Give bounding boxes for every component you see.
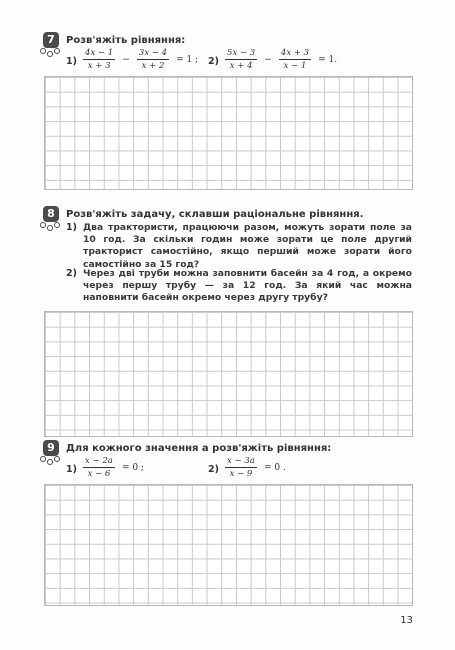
task-9-equation-2	[208, 456, 287, 479]
task-8-problem-1	[66, 222, 412, 271]
task-9-badge	[40, 440, 60, 468]
task-7-number: 7	[43, 32, 59, 48]
equation-rhs: = 0 ;	[121, 462, 144, 473]
equation-rhs: = 0 .	[263, 462, 286, 473]
dice-icon	[40, 454, 60, 466]
fraction: $\frac{x - 2a}{x - 6}$	[85, 456, 113, 479]
item-label: 2)	[208, 464, 219, 475]
fraction: $\frac{5x - 3}{x + 4}$	[227, 48, 256, 71]
problem-text: Два трактористи, працюючи разом, можуть зорати поле за 10 год. За скільки годин може зорати це поле другий тракторист самостійно, якщо перший може зорати його самостійно за 15 год?	[83, 222, 412, 270]
task-9-equation-1	[66, 456, 145, 479]
fraction: $\frac{3x - 4}{x + 2}$	[138, 48, 168, 71]
task-7-heading: Розв'яжіть рівняння:	[66, 35, 186, 46]
task-8-number: 8	[43, 206, 59, 222]
equation-rhs: = 1.	[318, 54, 338, 65]
operator: −	[122, 54, 130, 65]
dice-icon	[40, 46, 60, 58]
fraction: $\frac{4x + 3}{x - 1}$	[280, 48, 310, 71]
task-8-problem-2	[66, 268, 412, 305]
operator: −	[264, 54, 272, 65]
fraction: $\frac{4x - 1}{x + 3}$	[85, 48, 114, 71]
item-label: 1)	[66, 56, 77, 67]
task-7-equation-1	[66, 48, 199, 71]
task-8-badge	[40, 206, 60, 234]
item-label: 1)	[66, 222, 77, 233]
task-9-number: 9	[43, 440, 59, 456]
task-9-heading: Для кожного значення a розв'яжіть рівняння:	[66, 443, 332, 454]
equation-rhs: = 1 ;	[176, 54, 199, 65]
task-7-equation-2	[208, 48, 338, 71]
dice-icon	[40, 220, 60, 232]
answer-grid-task-7[interactable]	[44, 76, 413, 190]
task-7-badge	[40, 32, 60, 60]
item-label: 2)	[208, 56, 219, 67]
problem-text: Через дві труби можна заповнити басейн за 4 год, а окремо через першу трубу — за 12 год. За який час можна наповнити басейн окремо через другу трубу?	[83, 268, 412, 304]
item-label: 1)	[66, 464, 77, 475]
fraction: $\frac{x - 3a}{x - 9}$	[227, 456, 255, 479]
page-number: 13	[400, 615, 413, 626]
answer-grid-task-9[interactable]	[44, 484, 413, 606]
answer-grid-task-8[interactable]	[44, 311, 413, 437]
item-label: 2)	[66, 268, 77, 279]
task-8-heading: Розв'яжіть задачу, склавши раціональне рівняння.	[66, 209, 364, 220]
